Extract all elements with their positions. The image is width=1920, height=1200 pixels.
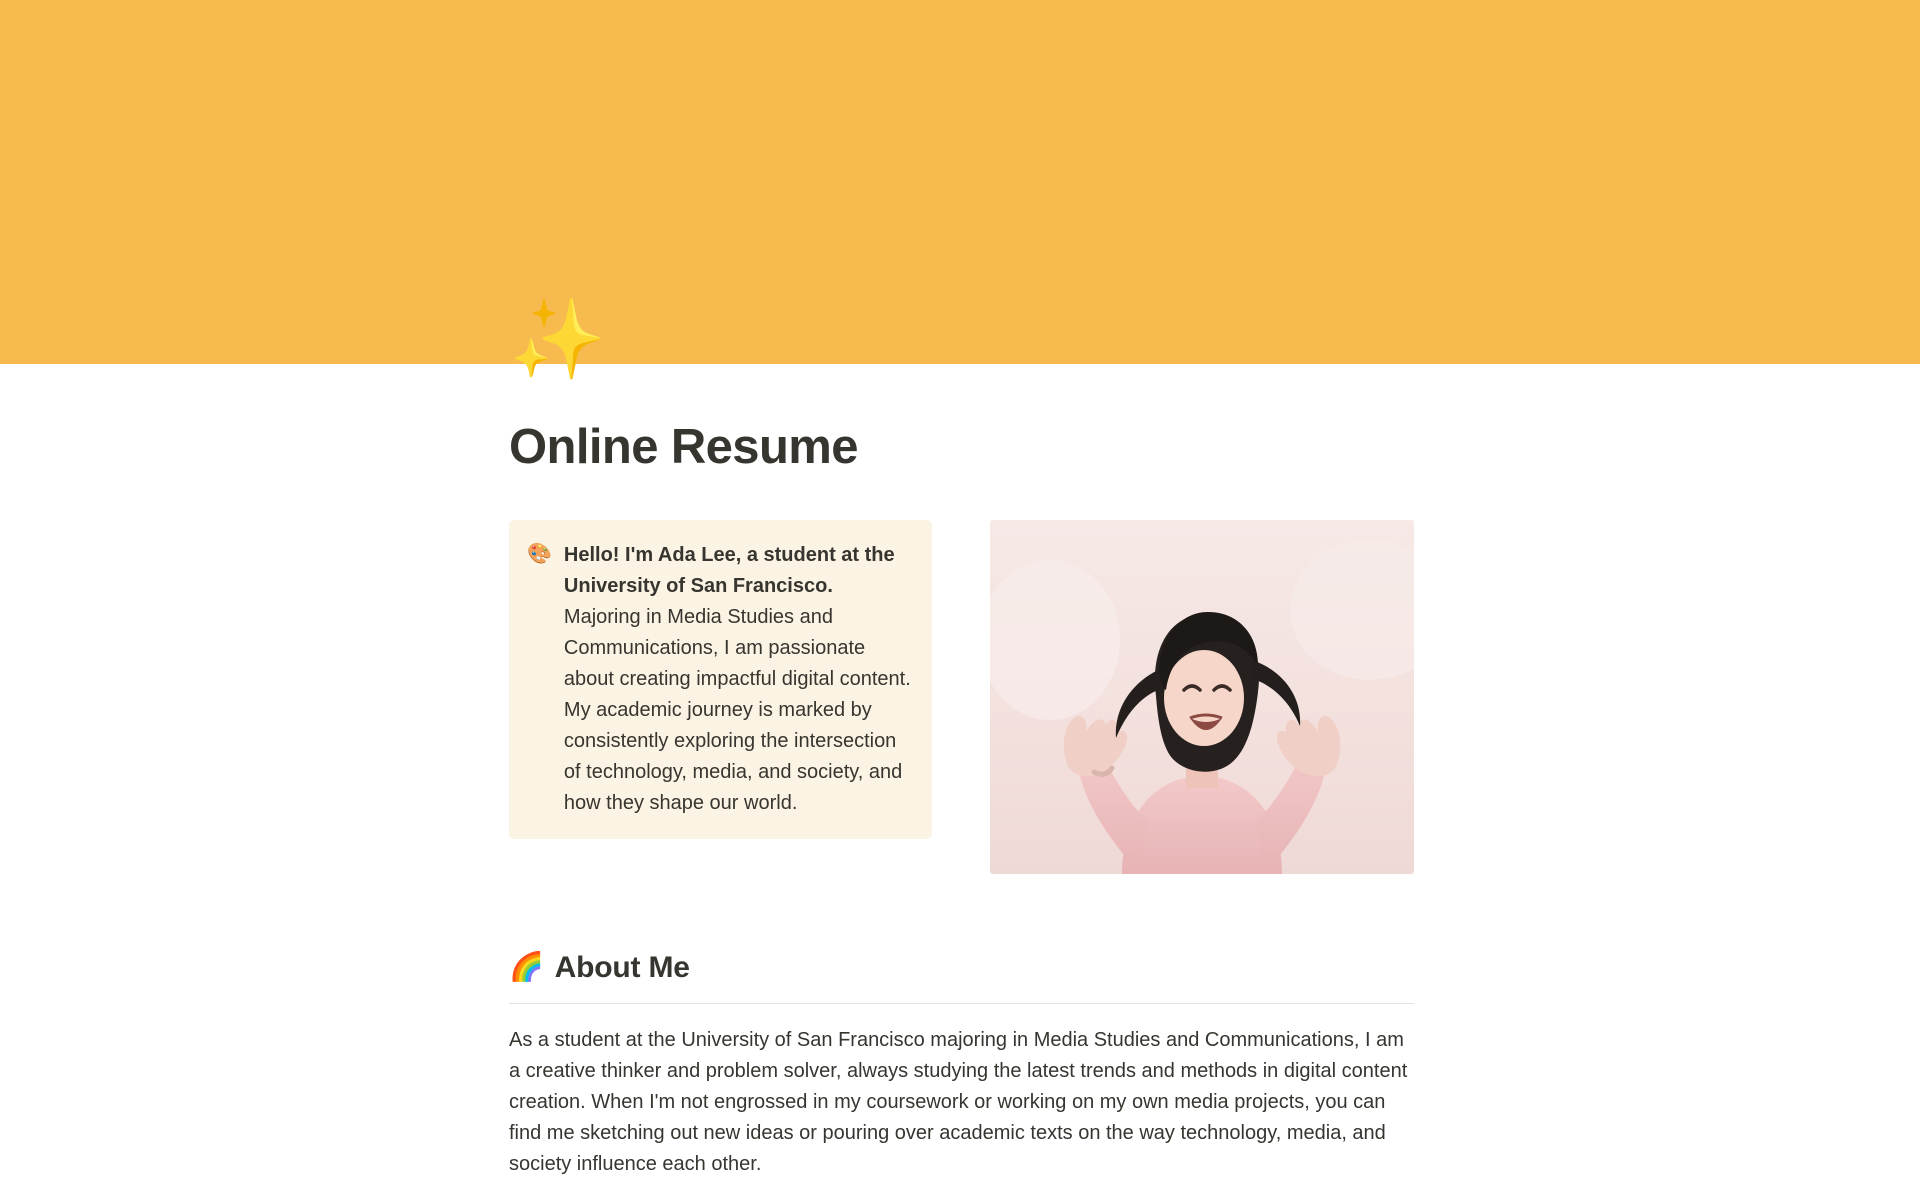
section-divider xyxy=(509,1003,1414,1004)
intro-callout-text xyxy=(564,540,912,819)
intro-callout[interactable] xyxy=(509,520,932,839)
intro-columns xyxy=(509,520,1414,874)
intro-callout-body: Majoring in Media Studies and Communications, I am passionate about creating impactful digital content. My academic journey is marked by consistently exploring the intersection of technology, media, and society, and how they shape our world. xyxy=(563,606,911,814)
page-title[interactable]: Online Resume xyxy=(509,420,858,474)
cover-banner xyxy=(0,0,1920,364)
about-section xyxy=(509,948,1414,1200)
about-paragraph[interactable]: As a student at the University of San Francisco majoring in Media Studies and Communications, I am a creative thinker and problem solver, always studying the latest trends and methods in digital content creation. When I'm not engrossed in my coursework or working on my own media projects, you can find me sketching out new ideas or pouring over academic texts on the way technology, media, and society influence each other. xyxy=(509,1029,1408,1175)
about-heading[interactable] xyxy=(509,948,1414,987)
palette-icon: 🎨 xyxy=(527,543,552,565)
sparkles-icon[interactable]: ✨ xyxy=(509,295,607,383)
about-heading-label: About Me xyxy=(554,951,690,984)
intro-callout-lead: Hello! I'm Ada Lee, a student at the University of San Francisco. xyxy=(563,544,895,597)
rainbow-icon: 🌈 xyxy=(509,951,544,983)
profile-photo[interactable] xyxy=(990,520,1414,874)
